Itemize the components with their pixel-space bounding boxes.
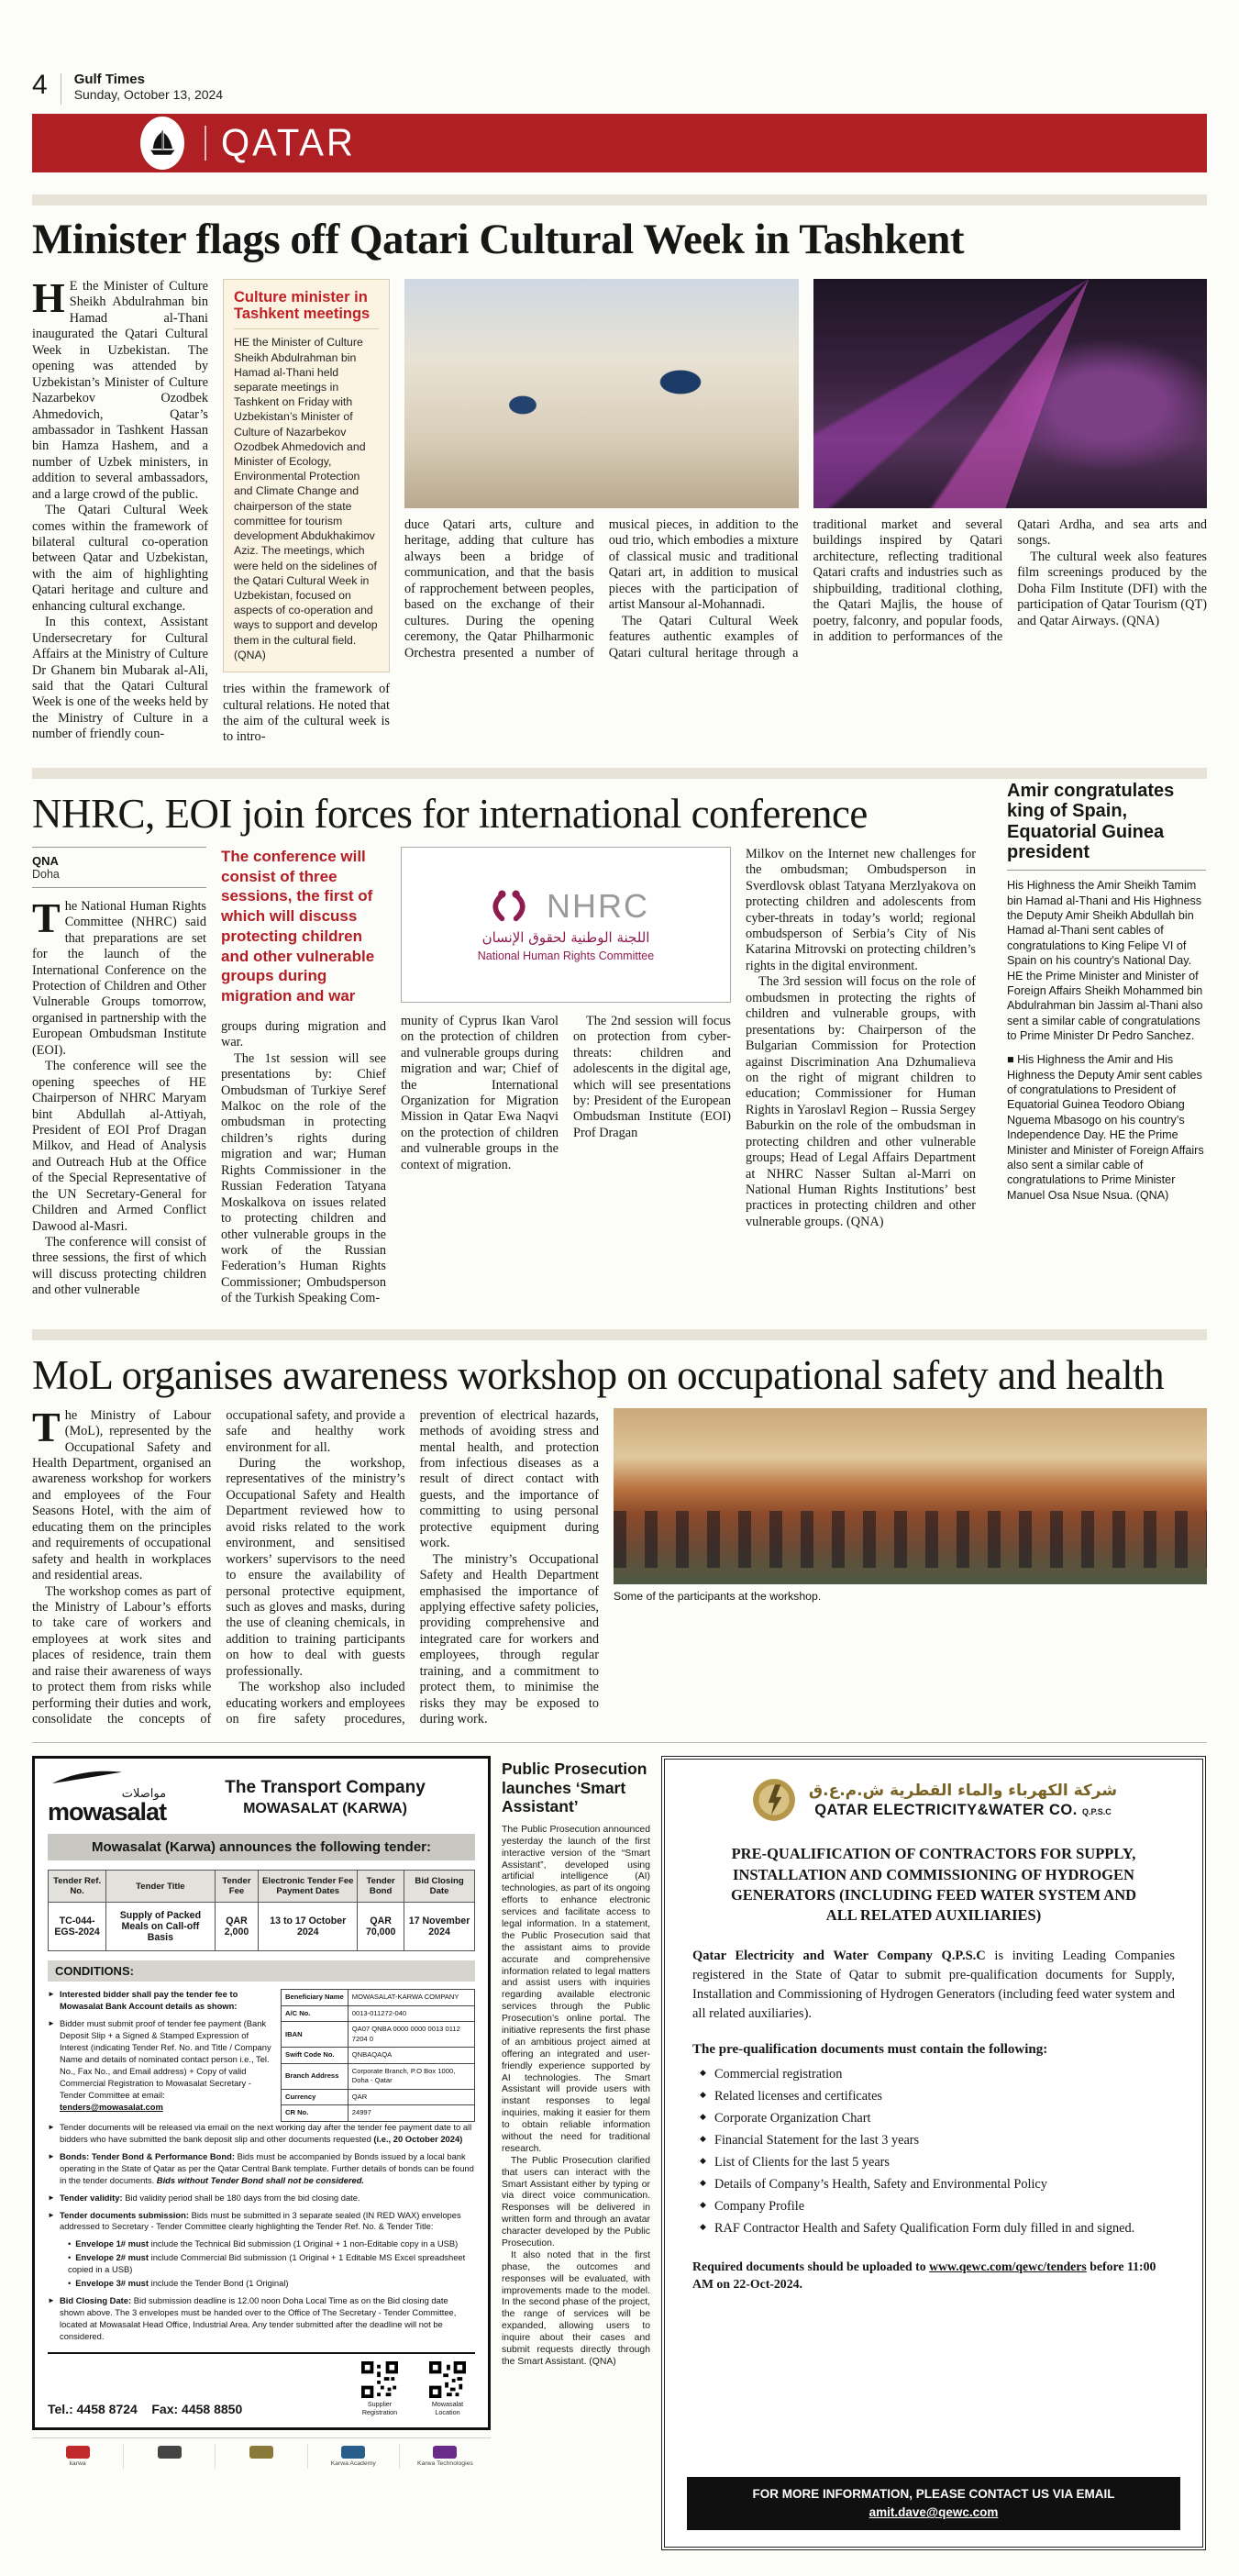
conditions-heading: CONDITIONS: (48, 1960, 475, 1982)
envelope-3: • Envelope 3# must include the Tender Bond (1 Original) (68, 2278, 475, 2290)
masthead (32, 72, 1207, 172)
qewc-email-link[interactable]: amit.dave@qewc.com (868, 2505, 999, 2520)
paragraph: The Qatari Cultural Week comes within the framework of bilateral cultural co-operation between Qatar and Uzbekistan, with the aim of highlighting Qatari heritage and culture and enhancing cultural exchange. (32, 503, 208, 614)
bank-label: A/C No. (282, 2005, 348, 2021)
article-mol-workshop (32, 1329, 1207, 1728)
paragraph: ◆ RAF Contractor Health and Safety Qualification Form duly filled in and signed. (700, 2221, 1175, 2237)
amir-brief-body (1007, 878, 1206, 1203)
page-number: 4 (32, 70, 48, 100)
th-bond: Tender Bond (358, 1871, 404, 1903)
tel-number: Tel.: 4458 8724 (48, 2402, 138, 2417)
envelope-list (68, 2238, 475, 2290)
paragraph: The Public Prosecution clarified that users can interact with the Smart Assistant either by typing or via direct voice communication. Responses will be delivered in written form and through an avatar character developed by the Public Prosecution. (502, 2155, 650, 2249)
bank-value: 0013-011272-040 (348, 2005, 474, 2021)
section-divider-band (32, 194, 1207, 205)
paragraph: ◆ Company Profile (700, 2199, 1175, 2215)
paragraph: HE the Minister of Culture Sheikh Abdulrahman bin Hamad al-Thani inaugurated the Qatari Cultural Week in Uzbekistan. The opening was attended by Uzbekistan’s Minister of Culture Nazarbekov Ozodbek Ahmedovich, Qatar’s ambassador in Tashkent Hassan bin Hamza Hashem, and a number of Uzbek ministers, in addition to several ambassadors, and a large crowd of the public. (32, 274, 208, 502)
qewc-intro: Qatar Electricity and Water Company Q.P.S.C is inviting Leading Companies registered in the State of Qatar to submit pre-qualification documents for Supply, Installation and Commissioning of Hydrogen Generators (including feed water system and all related auxiliaries). (692, 1948, 1175, 2021)
bank-label: Currency (282, 2089, 348, 2104)
article2-middle (401, 847, 731, 1307)
partner-logo (124, 2444, 216, 2469)
bank-value: QNBAQAQA (348, 2048, 474, 2063)
paragraph: The workshop also included educating workers and employees on fire safety procedures, prevention of electrical hazards, methods of avoiding stress and mental health, and protection from infectious diseases as a result of direct contact with guests, and the importance of committing to using personal protective equipment during work. (226, 1407, 599, 1727)
box-title: Culture minister in Tashkent meetings (234, 289, 379, 329)
td-fee: QAR 2,000 (215, 1903, 259, 1951)
box-body: HE the Minister of Culture Sheikh Abdulrahman bin Hamad al-Thani held separate meetings in Tashkent on Friday with Uzbekistan’s Minister of Culture of Nazarbekov Ozodbek Ahmedovich and Minister of Ecology, Environmental Protection and Climate Change and chairperson of the state committee for tourism development Abdukhakimov Aziz. The meetings, which were held on the sidelines of the Qatari Cultural Week in Uzbekistan, focused on aspects of co-operation and ways to support and develop them in the cultural field. (QNA) (234, 336, 378, 661)
amir-congratulations-brief (1007, 779, 1206, 1307)
article2-col4-text (746, 847, 976, 1307)
paragraph: The Qatari Cultural Week features authentic examples of Qatari cultural heritage through a traditional market and several buildings inspired by Qatari architecture, reflecting traditional Qatari crafts and industries such as shipbuilding, traditional clothing, the Qatari Majlis, the house of poetry, falconry, and popular foods, in addition to performances of the Qatari Ardha, and sea arts and songs. (608, 517, 1207, 661)
paragraph: During the workshop, representatives of the ministry’s Occupational Safety and Health Department reviewed how to avoid risks related to the work environment, and sensitised workers’ supervisors to the need to ensure the availability of personal protective equipment, such as gloves and masks, during the use of cleaning chemicals, in addition to training participants on how to deal with guests professionally. (226, 1456, 405, 1679)
qewc-ad-title: PRE-QUALIFICATION OF CONTRACTORS FOR SUPPLY, INSTALLATION AND COMMISSIONING OF HYDROGEN GENERATORS (INCLUDING FEED WATER SYSTEM AND ALL RELATED AUXILIARIES) (730, 1845, 1137, 1925)
qewc-requirements-heading: The pre-qualification documents must contain the following: (692, 2041, 1048, 2057)
article-nhrc-conference (32, 768, 1207, 1307)
article1-headline: Minister flags off Qatari Cultural Week in Tashkent (32, 216, 964, 263)
article2-main (32, 779, 989, 1307)
tender-row (49, 1903, 475, 1951)
tender-table (48, 1870, 475, 1951)
condition-6: ► Tender documents submission: Bids must be submitted in 3 separate sealed (IN RED WAX) envelopes addressed to Secretary - Tender Committee clearly highlighting the Tender Ref. No. & Tender Title: (48, 2209, 461, 2232)
dhow-logo-icon (140, 117, 184, 170)
partner-logo-karwa: karwa (32, 2444, 124, 2469)
partner-logo-karwa-technologies: Karwa Technologies (400, 2444, 491, 2469)
karwa-technologies-logo-icon (433, 2446, 457, 2459)
paragraph: ◆ Corporate Organization Chart (700, 2111, 1175, 2126)
partner-logo-strip (32, 2437, 491, 2469)
culture-minister-box (223, 279, 390, 672)
article-cultural-week (32, 194, 1207, 746)
bank-value: QAR (348, 2089, 474, 2104)
photo-caption: Some of the participants at the workshop. (614, 1589, 822, 1603)
article2-mid-text (401, 1014, 731, 1173)
article1-column2 (223, 279, 390, 746)
byline-agency: QNA (32, 853, 59, 868)
article2-col2-text (221, 1019, 386, 1307)
qewc-prequalification-ad (661, 1756, 1206, 2550)
paragraph: ■ His Highness the Amir and His Highness the Deputy Amir sent cables of congratulations to President of Equatorial Guinea Teodoro Obiang Nguema Mbasogo on his country’s Independence Day. HE the Prime Minister and Minister of Foreign Affairs also sent a similar cable of congratulations to Prime Minister Manuel Osa Nsue Nsua. (QNA) (1007, 1053, 1204, 1202)
paragraph: The 2nd session will focus on protection from cyber-threats: children and adolescents in the digital age, which will see presentations by: President of the European Ombudsman Institute (EOI) Prof Dragan (573, 1013, 731, 1140)
nhrc-abbr: NHRC (547, 886, 649, 925)
mowasalat-wordmark: mowasalat (48, 1798, 167, 1827)
photo-ministers-meeting (404, 279, 799, 508)
paragraph: munity of Cyprus Ikan Varol on the protection of children and vulnerable groups during migration and war; Chief of the International Organization for Migration Mission in Qatar Ewa Naqvi on the protection of children and vulnerable groups in the context of migration. (401, 1013, 559, 1172)
tender-announcement-bar: Mowasalat (Karwa) announces the following tender: (48, 1834, 475, 1860)
article3-headline: MoL organises awareness workshop on occupational safety and health (32, 1351, 1165, 1398)
mowasalat-logo (48, 1770, 166, 1825)
paragraph: duce Qatari arts, culture and heritage, adding that culture has always been a bridge of communication, and that the basis of rapprochement between peoples, based on the exchange of their cultures. During the opening ceremony, the Qatar Philharmonic Orchestra presented a number of musical pieces, in addition to the oud trio, which embodies a mixture of classical music and traditional Qatari art, in addition to musical pieces with the participation of artist Mansour al-Mohannadi. (404, 517, 799, 661)
nhrc-logo (401, 847, 731, 1003)
article3-text (32, 1403, 599, 1728)
paragraph: The National Human Rights Committee (NHRC) said that preparations are set for the launch of the International Conference on the Protection of Children and Other Vulnerable Groups tomorrow, organised in partnership with the European Ombudsman Institute (EOI). (32, 894, 206, 1058)
photo-orchestra-concert (813, 279, 1208, 508)
paragraph: groups during migration and war. (221, 1018, 386, 1050)
byline (32, 847, 206, 888)
qewc-upload-note: Required documents should be uploaded to www.qewc.com/qewc/tenders before 11:00 AM on 22-Oct-2024. (692, 2259, 1156, 2291)
conditions-list (48, 1989, 475, 2343)
bank-label: IBAN (282, 2022, 348, 2048)
bank-value: Corporate Branch, P.O Box 1000, Doha - Qatar (348, 2063, 474, 2089)
karwa-logo-icon (66, 2446, 90, 2459)
partner-logo-icon (249, 2446, 273, 2459)
section-divider-band (32, 768, 1207, 779)
partner-logo-icon (158, 2446, 182, 2459)
nhrc-arabic-name: اللجنة الوطنية لحقوق الإنسان (481, 928, 650, 946)
qewc-english-name: QATAR ELECTRICITY&WATER CO. Q.P.S.C (814, 1801, 1112, 1818)
paragraph: The conference will consist of three sessions, the first of which will discuss protecting children and other vulnerable (32, 1235, 206, 1298)
th-dates: Electronic Tender Fee Payment Dates (259, 1871, 358, 1903)
qewc-arabic-name: شركة الكهرباء والماء القطرية ش.م.ع.ق (808, 1781, 1118, 1800)
th-fee: Tender Fee (215, 1871, 259, 1903)
byline-city: Doha (32, 867, 60, 881)
banner-separator (205, 126, 206, 161)
bank-label: Swift Code No. (282, 2048, 348, 2063)
article3-figure (614, 1408, 1207, 1728)
nhrc-english-name: National Human Rights Committee (477, 949, 655, 962)
paragraph: His Highness the Amir Sheikh Tamim bin Hamad al-Thani and His Highness the Deputy Amir Sheikh Abdullah bin Hamad al-Thani sent cables of congratulations to King Felipe VI of Spain on his country’s National Day. HE the Prime Minister and Minister of Foreign Affairs Sheikh Mohammed bin Abdulrahman bin Jassim al-Thani also sent a similar cable of congratulations to Prime Minister Dr Pedro Sanchez. (1007, 879, 1203, 1042)
karwa-academy-logo-icon (341, 2446, 365, 2459)
article1-flow-text (404, 517, 1207, 661)
bank-label: Beneficiary Name (282, 1990, 348, 2005)
paragraph: The Public Prosecution announced yesterday the launch of the first interactive version of the “Smart Assistant”, developed using artificial intelligence (AI) technologies, as part of its ongoing efforts to enhance electronic services and facilitate access to legal information. In a statement, the Public Prosecution said that the assistant aims to provide accurate and comprehensive information related to legal matters and assist users with inquiries regarding available electronic services through the Public Prosecution’s online portal. The initiative represents the first phase of an ambitious project aimed at offering an integrated and user-friendly experience supported by AI technologies. The Smart Assistant will provide users with instant responses to legal inquiries, making it easier for them to obtain reliable information without the need for traditional research. (502, 1824, 650, 2154)
paragraph: In this context, Assistant Undersecretary for Cultural Affairs at the Ministry of Culture Dr Ghanem bin Mubarak al-Ali, said that the Qatari Cultural Week is one of the weeks held by the Ministry of Culture in a number of friendly coun- (32, 615, 208, 742)
qewc-suffix: Q.P.S.C (1081, 1806, 1112, 1816)
qr-mowasalat-location: Mowasalat Location (420, 2361, 475, 2416)
article1-column2-continuation: tries within the framework of cultural relations. He noted that the aim of the cultural week is to intro- (223, 682, 390, 745)
condition-5: ► Tender validity: Bid validity period shall be 180 days from the bid closing date. (48, 2192, 360, 2203)
smart-assistant-headline: Public Prosecution launches ‘Smart Assistant’ (502, 1760, 647, 1815)
mowasalat-tender-ad (32, 1756, 491, 2550)
paragraph: The ministry’s Occupational Safety and Health Department emphasised the importance of applying effective safety policies, providing comprehensive and integrated care for workers and employees, through regular training, and a commitment to protect them, to minimise the risks they may be exposed to during work. (419, 1551, 599, 1727)
company-line2: MOWASALAT (KARWA) (243, 1800, 407, 1816)
paragraph: The cultural week also features film screenings produced by the Doha Film Institute (DFI) with the participation of Qatar Tourism (QT) and Qatar Airways. (QNA) (1017, 549, 1207, 628)
section-title: QATAR (221, 121, 356, 164)
envelope-1: • Envelope 1# must include the Technical Bid submission (1 Original + 1 non-Editable copy in a USB) (68, 2238, 475, 2250)
bank-label: CR No. (282, 2105, 348, 2121)
qr-code-icon (361, 2361, 398, 2398)
mowasalat-arabic: مواصلات (121, 1787, 167, 1802)
qewc-requirements-list (700, 2067, 1175, 2243)
qr-supplier-registration: Supplier Registration (352, 2361, 407, 2416)
bank-value: 24997 (348, 2105, 474, 2121)
smart-assistant-body (502, 1825, 650, 2369)
paper-name: Gulf Times (73, 72, 145, 87)
paragraph: The Ministry of Labour (MoL), represented by the Occupational Safety and Health Department, organised an awareness workshop for workers and employees of the Four Seasons Hotel, with the aim of educating them on the principles and requirements of occupational safety and health in workplaces and residential areas. (32, 1403, 212, 1583)
amir-brief-rule (1007, 870, 1206, 871)
condition-1: ► Interested bidder shall pay the tender fee to Mowasalat Bank Account details as shown: (48, 1989, 238, 2012)
qewc-tenders-link[interactable]: www.qewc.com/qewc/tenders (929, 2259, 1087, 2273)
th-ref: Tender Ref. No. (49, 1871, 106, 1903)
paragraph: ◆ Related licenses and certificates (700, 2089, 1175, 2104)
tender-email-link[interactable]: tenders@mowasalat.com (60, 2102, 163, 2113)
td-title: Supply of Packed Meals on Call-off Basis (106, 1903, 215, 1951)
td-dates: 13 to 17 October 2024 (259, 1903, 358, 1951)
bank-value: MOWASALAT-KARWA COMPANY (348, 1990, 474, 2005)
paragraph: ◆ Financial Statement for the last 3 years (700, 2133, 1175, 2149)
condition-7: ► Bid Closing Date: Bid submission deadline is 12.00 noon Doha Local Time as on the Bid closing date shown above. The 3 envelopes must be handed over to the Office of The Secretary - Tender Committee, located at Mowasalat Head Office, Industrial Area. Any tender submitted after the deadline will not be considered. (48, 2295, 457, 2342)
article2-col1-text (32, 894, 206, 1299)
article2-headline: NHRC, EOI join forces for international conference (32, 790, 868, 837)
paragraph: The 1st session will see presentations by: Chief Ombudsman of Turkiye Seref Malkoc on the role of the ombudsman in protecting children’s rights during migration and war; Human Rights Commissioner in the Russian Federation Tatyana Moskalkova on issues related to protecting children and other vulnerable groups in the work of the Russian Federation’s Human Rights Commissioner; Ombudsperson of the Turkish Speaking Com- (221, 1050, 386, 1306)
td-ref: TC-044-EGS-2024 (49, 1903, 106, 1951)
dhow-icon (147, 125, 178, 161)
paragraph: ◆ List of Clients for the last 5 years (700, 2155, 1175, 2171)
ads-divider-rule (32, 1742, 1207, 1743)
pull-quote: The conference will consist of three sessions, the first of which will discuss protecting children and other vulnerable groups during migration and war (221, 847, 375, 1005)
section-divider-band (32, 1329, 1207, 1340)
envelope-2: • Envelope 2# must include Commercial Bid submission (1 Original + 1 Editable MS Excel spreadsheet copied in a USB) (68, 2252, 475, 2276)
section-banner (32, 114, 1207, 172)
paragraph: ◆ Details of Company’s Health, Safety and Environmental Policy (700, 2177, 1175, 2193)
condition-2: ► Bidder must submit proof of tender fee payment (Bank Deposit Slip + a Signed & Stamped Expression of Interest (indicating Tender Ref. No. and Title / Company Name and details of nominated contact person i.e., Tel. No., Fax No., and Email address) + Copy of valid Commercial Registration to Mowasalat Secretary - Tender Committee at email: tenders@mowasalat.com (48, 2018, 271, 2113)
qr-code-icon (429, 2361, 466, 2398)
condition-3: ► Tender documents will be released via email on the next working day after the tender fee payment date to all bidders who have submitted the bank deposit slip and other documents requested (i.e., 20 October 2024) (48, 2121, 472, 2144)
td-bond: QAR 70,000 (358, 1903, 404, 1951)
paragraph: Milkov on the Internet new challenges for the ombudsman; Ombudsperson in Sverdlovsk oblast Tatyana Merzlyakova on protecting children and adolescents from cyber-threats in today’s world; regional ombudsperson of Serbia’s City of Nis Katarina Mitrovski on protecting children’s rights in the digital environment. (746, 846, 976, 973)
paragraph: ◆ Commercial registration (700, 2067, 1175, 2082)
article1-right-block (404, 279, 1207, 746)
company-line1: The Transport Company (225, 1777, 426, 1797)
article1-column1 (32, 274, 208, 746)
bank-value: QA07 QNBA 0000 0000 0013 0112 7204 0 (348, 2022, 474, 2048)
issue-date: Sunday, October 13, 2024 (73, 87, 224, 103)
article-smart-assistant (502, 1756, 650, 2550)
partner-logo-karwa-academy: Karwa Academy (308, 2444, 400, 2469)
article2-column2 (221, 847, 386, 1307)
th-title: Tender Title (106, 1871, 215, 1903)
th-closing: Bid Closing Date (404, 1871, 475, 1903)
paragraph: The workshop comes as part of the Ministry of Labour’s efforts to take care of workers and employees at work sites and places of residence, train them and raise their awareness of ways to protect them from risks while performing their duties and work, consolidate the concepts of occupational safety, and provide a safe and healthy work environment for all. (32, 1407, 405, 1727)
condition-4: ► Bonds: Tender Bond & Performance Bond: Bids must be accompanied by Bonds issued by a local bank operating in the State of Qatar as per the Qatar Central Bank template. Further details of bonds can be found in the tender documents. Bids without Tender Bond shall not be considered. (48, 2150, 474, 2185)
paragraph: The 3rd session will focus on the role of ombudsmen in protecting the rights of children and vulnerable groups, with presentations by: Chairperson of the Bulgarian Commission for Protection against Discrimination Ana Dzhumalieva on the right of migrant children to education; Commissioner for Human Rights in Yaroslavl Region – Russia Sergey Baburkin on the role of the ombudsman in protecting children and other vulnerable groups; Head of Legal Affairs Department at NHRC Nasser Sultan al-Marri on National Human Rights Institutions’ best practices in protecting children and other vulnerable groups. (QNA) (746, 974, 976, 1229)
article2-column1 (32, 847, 206, 1307)
photo-workshop-participants (614, 1408, 1207, 1584)
partner-logo (216, 2444, 307, 2469)
fax-number: Fax: 4458 8850 (151, 2402, 243, 2417)
mowasalat-swoosh-icon (48, 1770, 127, 1784)
paragraph: The conference will see the opening speeches of HE Chairperson of NHRC Maryam bint Abdullah al-Attiyah, President of EOI Prof Dragan Milkov, and Head of Analysis and Outreach Hub at the Office of the Special Representative of the UN Secretary-General for Children and Armed Conflict Dawood al-Masri. (32, 1059, 206, 1234)
qewc-emblem-icon (750, 1776, 798, 1824)
amir-brief-title: Amir congratulates king of Spain, Equatorial Guinea president (1007, 780, 1175, 863)
bank-details-table (281, 1989, 475, 2121)
td-closing: 17 November 2024 (404, 1903, 475, 1951)
bank-label: Branch Address (282, 2063, 348, 2089)
qewc-contact-bar: FOR MORE INFORMATION, PLEASE CONTACT US VIA EMAIL amit.dave@qewc.com (687, 2477, 1180, 2531)
paragraph: It also noted that in the first phase, the outcomes and responses will be evaluated, with improvements made to the model. In the second phase of the project, the range of services will be expanded, allowing users to inquire about their cases and submit requests directly through the Smart Assistant. (QNA) (502, 2249, 650, 2367)
nhrc-mark-icon (482, 888, 536, 925)
